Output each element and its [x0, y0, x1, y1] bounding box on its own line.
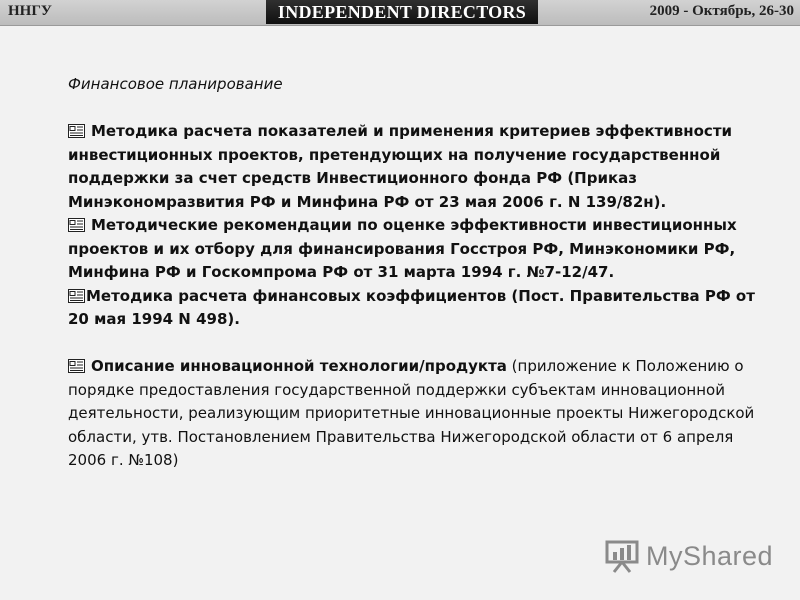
header-left-label: ННГУ — [8, 3, 52, 19]
presentation-board-icon — [604, 538, 640, 574]
bullet-item — [68, 214, 768, 285]
newspaper-icon — [68, 218, 85, 232]
newspaper-icon — [68, 289, 85, 303]
header-bar — [0, 0, 800, 26]
spacer — [68, 97, 768, 121]
bullet-text: Методические рекомендации по оценке эффективности инвестиционных проектов и их отбору для финансирования Госстроя РФ, Минэкономики РФ, Минфина РФ и Госкомпрома РФ от 31 марта 1994 г. №7-12/47. — [68, 216, 737, 281]
header-title: INDEPENDENT DIRECTORS — [266, 0, 538, 24]
section-title: Финансовое планирование — [68, 75, 283, 93]
newspaper-icon — [68, 359, 85, 373]
slide-content — [68, 73, 768, 473]
header-date: 2009 - Октябрь, 26-30 — [649, 3, 794, 19]
watermark-text: MyShared — [646, 540, 774, 571]
bullet-text-normal: (приложение к Положению о порядке предоставления государственной поддержки субъектам инновационной деятельности, реализующим приоритетные инновационные проекты Нижегородской области, утв. Постановлением Правительства Нижегородской области от 6 апреля 2006 г. №108) — [68, 357, 755, 469]
bullet-item — [68, 285, 768, 332]
newspaper-icon — [68, 124, 85, 138]
spacer — [68, 332, 768, 356]
watermark — [604, 536, 773, 576]
bullet-text: Описание инновационной технологии/продукта — [91, 357, 507, 375]
bullet-item — [68, 355, 768, 473]
bullet-text: Методика расчета финансовых коэффициентов (Пост. Правительства РФ от 20 мая 1994 N 498). — [68, 286, 755, 328]
bullet-text: Методика расчета показателей и применения критериев эффективности инвестиционных проектов, претендующих на получение государственной поддержки за счет средств Инвестиционного фонда РФ (Приказ Минэкономразвития РФ и Минфина РФ от 23 мая 2006 г. N 139/82н). — [68, 122, 733, 211]
bullet-item — [68, 120, 768, 214]
